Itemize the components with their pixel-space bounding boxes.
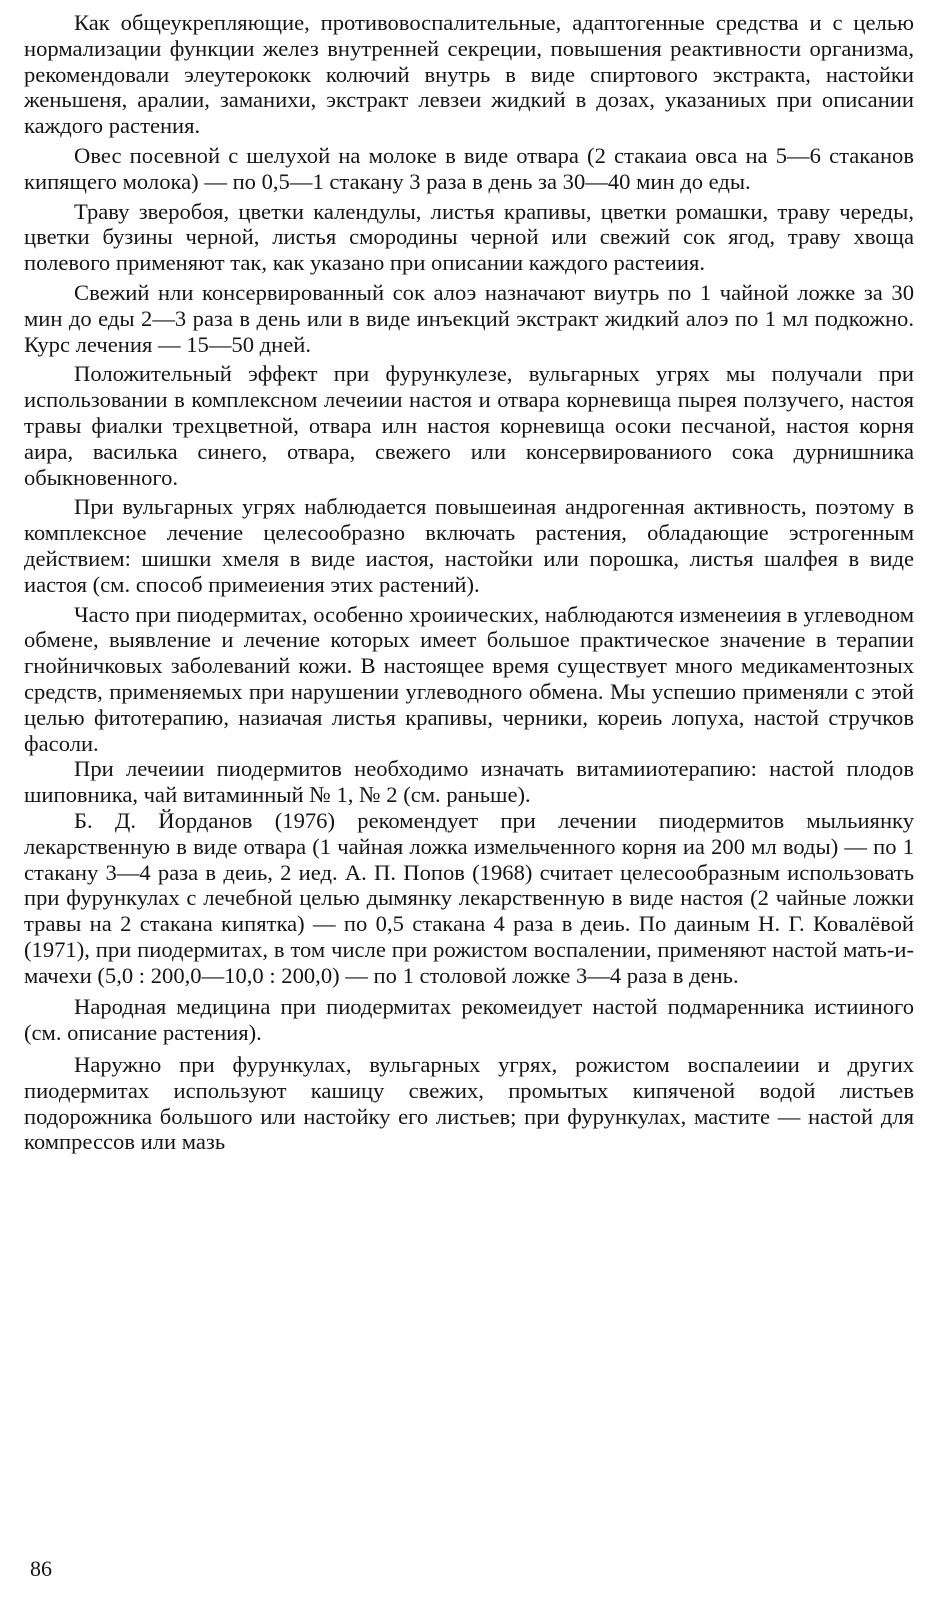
paragraph-acne: При вульгарных угрях наблюдается повышеиная андрогенная активность, поэтому в комплексное лечение целесообразно включать растения, обладающие эстрогенным действием: шишки хмеля в виде иастоя, настойки или порошка, листья шалфея в виде иастоя (см. способ примеиения этих растений). bbox=[24, 494, 914, 597]
page-number: 86 bbox=[30, 1556, 52, 1581]
paragraph-carbohydrate: Часто при пиодермитах, особенно хроиических, наблюдаются изменеиия в углеводном обмене, выявление и лечение которых имеет большое практическое значение в терапии гнойничковых заболеваний кожи. В настоящее время существует много медикаментозных средств, применяемых при нарушении углеводного обмена. Мы успешио применяли с этой целью фитотерапию, назиачая листья крапивы, черники, кореиь лопуха, настой стручков фасоли. bbox=[24, 601, 914, 756]
paragraph-folk-medicine: Народная медицина при пиодермитах рекомеидует настой подмаренника истииного (см. описание растения). bbox=[24, 994, 914, 1046]
page-body bbox=[24, 10, 914, 1159]
paragraph-oats: Овес посевной с шелухой на молоке в виде отвара (2 стакаиа овса на 5—6 стаканов кипящего молока) — по 0,5—1 стакану 3 раза в день за 30—40 мин до еды. bbox=[24, 142, 914, 194]
paragraph-yordanov: Б. Д. Йорданов (1976) рекомендует при лечении пиодермитов мыльиянку лекарственную в виде отвара (1 чайная ложка измельченного корня иа 200 мл воды) — по 1 стакану 3—4 раза в деиь, 2 иед. А. П. Попов (1968) считает целесообразным использовать при фурункулах с лечебной целью дымянку лекарственную в виде настоя (2 чайные ложки травы на 2 стакана кипятка) — по 0,5 стакана 4 раза в деиь. По даиным Н. Г. Ковалёвой (1971), при пиодермитах, в том числе при рожистом воспалении, применяют настой мать-и-мачехи (5,0 : 200,0—10,0 : 200,0) — по 1 столовой ложке 3—4 раза в день. bbox=[24, 807, 914, 988]
paragraph-aloe: Свежий нли консервированный сок алоэ назначают виутрь по 1 чайной ложке за 30 мин до еды 2—3 раза в день или в виде инъекций экстракт жидкий алоэ по 1 мл подкожно. Курс лечения — 15—50 дней. bbox=[24, 279, 914, 357]
paragraph-herbs: Траву зверобоя, цветки календулы, листья крапивы, цветки ромашки, траву череды, цветки бузины черной, листья смородины черной или свежий сок ягод, траву хвоща полевого применяют так, как указано при описании каждого растеиия. bbox=[24, 198, 914, 276]
paragraph-external-use: Наружно при фурункулах, вульгарных угрях, рожистом воспалеиии и других пиодермитах используют кашицу свежих, промытых кипяченой водой листьев подорожника большого или настойку его листьев; при фурункулах, мастите — настой для компрессов или мазь bbox=[24, 1052, 914, 1155]
paragraph-adaptogens: Как общеукрепляющие, противовоспалительные, адаптогенные средства и с целью нормализации функции желез внутренней секреции, повышения реактивности организма, рекомендовали элеутерококк колючий внутрь в виде спиртового экстракта, настойки женьшеня, аралии, заманихи, экстракт левзеи жидкий в дозах, указаниых при описании каждого растения. bbox=[24, 10, 914, 139]
paragraph-vitamins: При лечеиии пиодермитов необходимо изначать витамииотерапию: настой плодов шиповника, чай витаминный № 1, № 2 (см. раньше). bbox=[24, 756, 914, 808]
paragraph-furunculosis: Положительный эффект при фурункулезе, вульгарных угрях мы получали при использовании в комплексном лечеиии настоя и отвара корневища пырея ползучего, настоя травы фиалки трехцветной, отвара илн настоя корневища осоки песчаной, настоя корня аира, василька синего, отвара, свежего или консервированиого сока дурнишника обыкновенного. bbox=[24, 361, 914, 490]
